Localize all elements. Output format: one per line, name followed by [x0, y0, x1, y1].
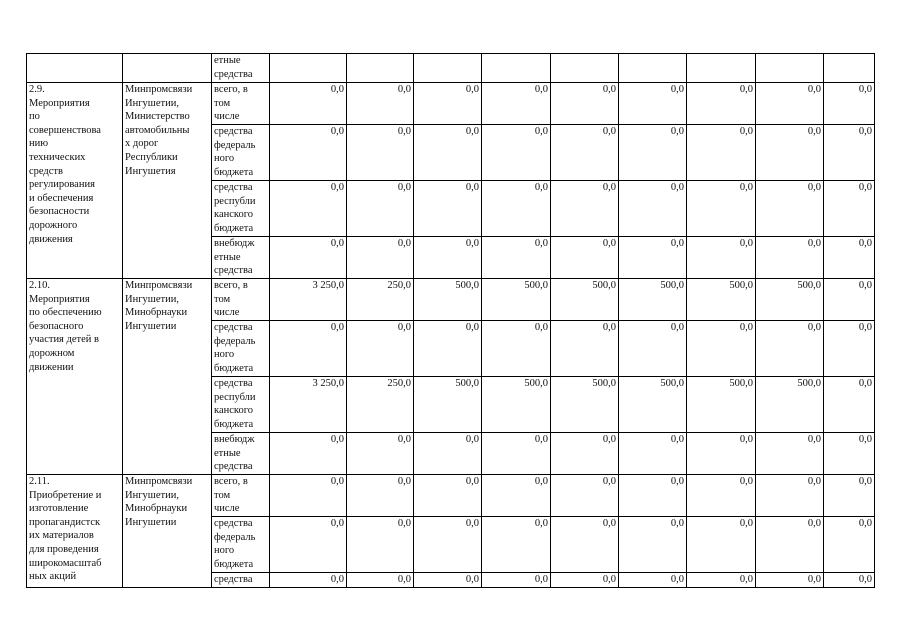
amount-cell: 500,0: [619, 279, 687, 321]
amount-cell: 0,0: [347, 321, 414, 377]
amount-cell: 0,0: [551, 433, 619, 475]
amount-cell: 0,0: [619, 181, 687, 237]
amount-cell: 500,0: [551, 279, 619, 321]
amount-cell: 0,0: [756, 237, 824, 279]
amount-cell: [756, 54, 824, 83]
funding-source-cell: всего, в том числе: [212, 279, 270, 321]
amount-cell: 0,0: [687, 475, 756, 517]
amount-cell: 0,0: [687, 433, 756, 475]
responsible-cell: Минпромсвязи Ингушетии, Министерство автомобильны х дорог Республики Ингушетия: [123, 83, 212, 279]
amount-cell: [619, 54, 687, 83]
amount-cell: 0,0: [619, 321, 687, 377]
amount-cell: 0,0: [619, 83, 687, 125]
funding-source-cell: всего, в том числе: [212, 83, 270, 125]
amount-cell: 0,0: [482, 83, 551, 125]
amount-cell: 0,0: [270, 475, 347, 517]
amount-cell: 250,0: [347, 377, 414, 433]
amount-cell: 0,0: [756, 517, 824, 573]
amount-cell: 0,0: [824, 475, 875, 517]
amount-cell: 0,0: [551, 237, 619, 279]
table-body: [27, 54, 875, 588]
amount-cell: 0,0: [270, 321, 347, 377]
amount-cell: 0,0: [756, 125, 824, 181]
amount-cell: 0,0: [687, 181, 756, 237]
amount-cell: 0,0: [756, 181, 824, 237]
table-row: [27, 475, 875, 517]
amount-cell: 0,0: [687, 573, 756, 588]
amount-cell: 500,0: [619, 377, 687, 433]
amount-cell: 0,0: [687, 83, 756, 125]
amount-cell: 0,0: [270, 433, 347, 475]
amount-cell: 0,0: [551, 475, 619, 517]
amount-cell: 0,0: [619, 433, 687, 475]
amount-cell: 0,0: [756, 321, 824, 377]
amount-cell: 0,0: [551, 573, 619, 588]
amount-cell: 0,0: [414, 125, 482, 181]
amount-cell: [482, 54, 551, 83]
amount-cell: 0,0: [482, 475, 551, 517]
amount-cell: 0,0: [824, 377, 875, 433]
funding-source-cell: средства республи канского бюджета: [212, 377, 270, 433]
activity-name-cell: [27, 54, 123, 83]
funding-source-cell: средства республи канского бюджета: [212, 181, 270, 237]
amount-cell: 0,0: [270, 573, 347, 588]
amount-cell: 0,0: [482, 125, 551, 181]
amount-cell: 0,0: [687, 517, 756, 573]
amount-cell: 0,0: [270, 125, 347, 181]
responsible-cell: Минпромсвязи Ингушетии, Минобрнауки Ингушетии: [123, 475, 212, 588]
activity-name-cell: 2.10. Мероприятия по обеспечению безопасного участия детей в дорожном движении: [27, 279, 123, 475]
amount-cell: 0,0: [619, 517, 687, 573]
amount-cell: 0,0: [482, 321, 551, 377]
amount-cell: 0,0: [270, 517, 347, 573]
amount-cell: 0,0: [347, 433, 414, 475]
amount-cell: 0,0: [687, 237, 756, 279]
funding-source-cell: всего, в том числе: [212, 475, 270, 517]
amount-cell: 0,0: [551, 125, 619, 181]
responsible-cell: [123, 54, 212, 83]
funding-source-cell: средства федераль ного бюджета: [212, 517, 270, 573]
amount-cell: 0,0: [347, 573, 414, 588]
amount-cell: 0,0: [551, 83, 619, 125]
amount-cell: 0,0: [347, 125, 414, 181]
amount-cell: 0,0: [482, 573, 551, 588]
amount-cell: 0,0: [756, 475, 824, 517]
budget-table: [26, 53, 875, 588]
amount-cell: 0,0: [619, 573, 687, 588]
amount-cell: 0,0: [414, 237, 482, 279]
amount-cell: [414, 54, 482, 83]
table-row: [27, 83, 875, 125]
amount-cell: 0,0: [414, 517, 482, 573]
amount-cell: 0,0: [824, 517, 875, 573]
amount-cell: 3 250,0: [270, 279, 347, 321]
funding-source-cell: внебюдж етные средства: [212, 237, 270, 279]
amount-cell: 0,0: [824, 237, 875, 279]
amount-cell: 0,0: [551, 517, 619, 573]
amount-cell: 0,0: [270, 83, 347, 125]
funding-source-cell: средства федераль ного бюджета: [212, 125, 270, 181]
amount-cell: 0,0: [414, 573, 482, 588]
amount-cell: 0,0: [270, 181, 347, 237]
amount-cell: 0,0: [414, 181, 482, 237]
amount-cell: 0,0: [347, 475, 414, 517]
amount-cell: 0,0: [414, 321, 482, 377]
amount-cell: 0,0: [347, 181, 414, 237]
amount-cell: 500,0: [414, 377, 482, 433]
amount-cell: 500,0: [687, 279, 756, 321]
responsible-cell: Минпромсвязи Ингушетии, Минобрнауки Ингушетии: [123, 279, 212, 475]
amount-cell: 0,0: [756, 573, 824, 588]
amount-cell: 3 250,0: [270, 377, 347, 433]
amount-cell: [551, 54, 619, 83]
amount-cell: 0,0: [414, 475, 482, 517]
funding-source-cell: етные средства: [212, 54, 270, 83]
amount-cell: 0,0: [687, 125, 756, 181]
amount-cell: 0,0: [619, 237, 687, 279]
amount-cell: [270, 54, 347, 83]
amount-cell: 0,0: [619, 125, 687, 181]
amount-cell: 0,0: [482, 181, 551, 237]
activity-name-cell: 2.11. Приобретение и изготовление пропагандистск их материалов для проведения широкомасштаб ных акций: [27, 475, 123, 588]
amount-cell: 0,0: [824, 83, 875, 125]
amount-cell: 0,0: [687, 321, 756, 377]
amount-cell: 0,0: [619, 475, 687, 517]
amount-cell: 0,0: [482, 237, 551, 279]
table-row: [27, 279, 875, 321]
amount-cell: [824, 54, 875, 83]
amount-cell: 0,0: [824, 433, 875, 475]
funding-source-cell: средства федераль ного бюджета: [212, 321, 270, 377]
amount-cell: 0,0: [414, 433, 482, 475]
amount-cell: 0,0: [824, 279, 875, 321]
amount-cell: 500,0: [756, 279, 824, 321]
amount-cell: [687, 54, 756, 83]
amount-cell: 0,0: [824, 321, 875, 377]
amount-cell: 500,0: [482, 377, 551, 433]
amount-cell: 0,0: [824, 573, 875, 588]
amount-cell: [347, 54, 414, 83]
amount-cell: 0,0: [414, 83, 482, 125]
amount-cell: 0,0: [347, 237, 414, 279]
amount-cell: 0,0: [551, 321, 619, 377]
amount-cell: 500,0: [414, 279, 482, 321]
amount-cell: 0,0: [482, 517, 551, 573]
funding-source-cell: внебюдж етные средства: [212, 433, 270, 475]
activity-name-cell: 2.9. Мероприятия по совершенствова нию технических средств регулирования и обеспечения безопасности дорожного движения: [27, 83, 123, 279]
amount-cell: 0,0: [551, 181, 619, 237]
amount-cell: 0,0: [756, 433, 824, 475]
amount-cell: 0,0: [756, 83, 824, 125]
amount-cell: 0,0: [482, 433, 551, 475]
amount-cell: 500,0: [756, 377, 824, 433]
amount-cell: 500,0: [551, 377, 619, 433]
amount-cell: 0,0: [347, 83, 414, 125]
table-row: [27, 54, 875, 83]
amount-cell: 500,0: [687, 377, 756, 433]
amount-cell: 0,0: [824, 125, 875, 181]
amount-cell: 0,0: [347, 517, 414, 573]
amount-cell: 500,0: [482, 279, 551, 321]
funding-source-cell: средства: [212, 573, 270, 588]
amount-cell: 0,0: [270, 237, 347, 279]
amount-cell: 0,0: [824, 181, 875, 237]
amount-cell: 250,0: [347, 279, 414, 321]
